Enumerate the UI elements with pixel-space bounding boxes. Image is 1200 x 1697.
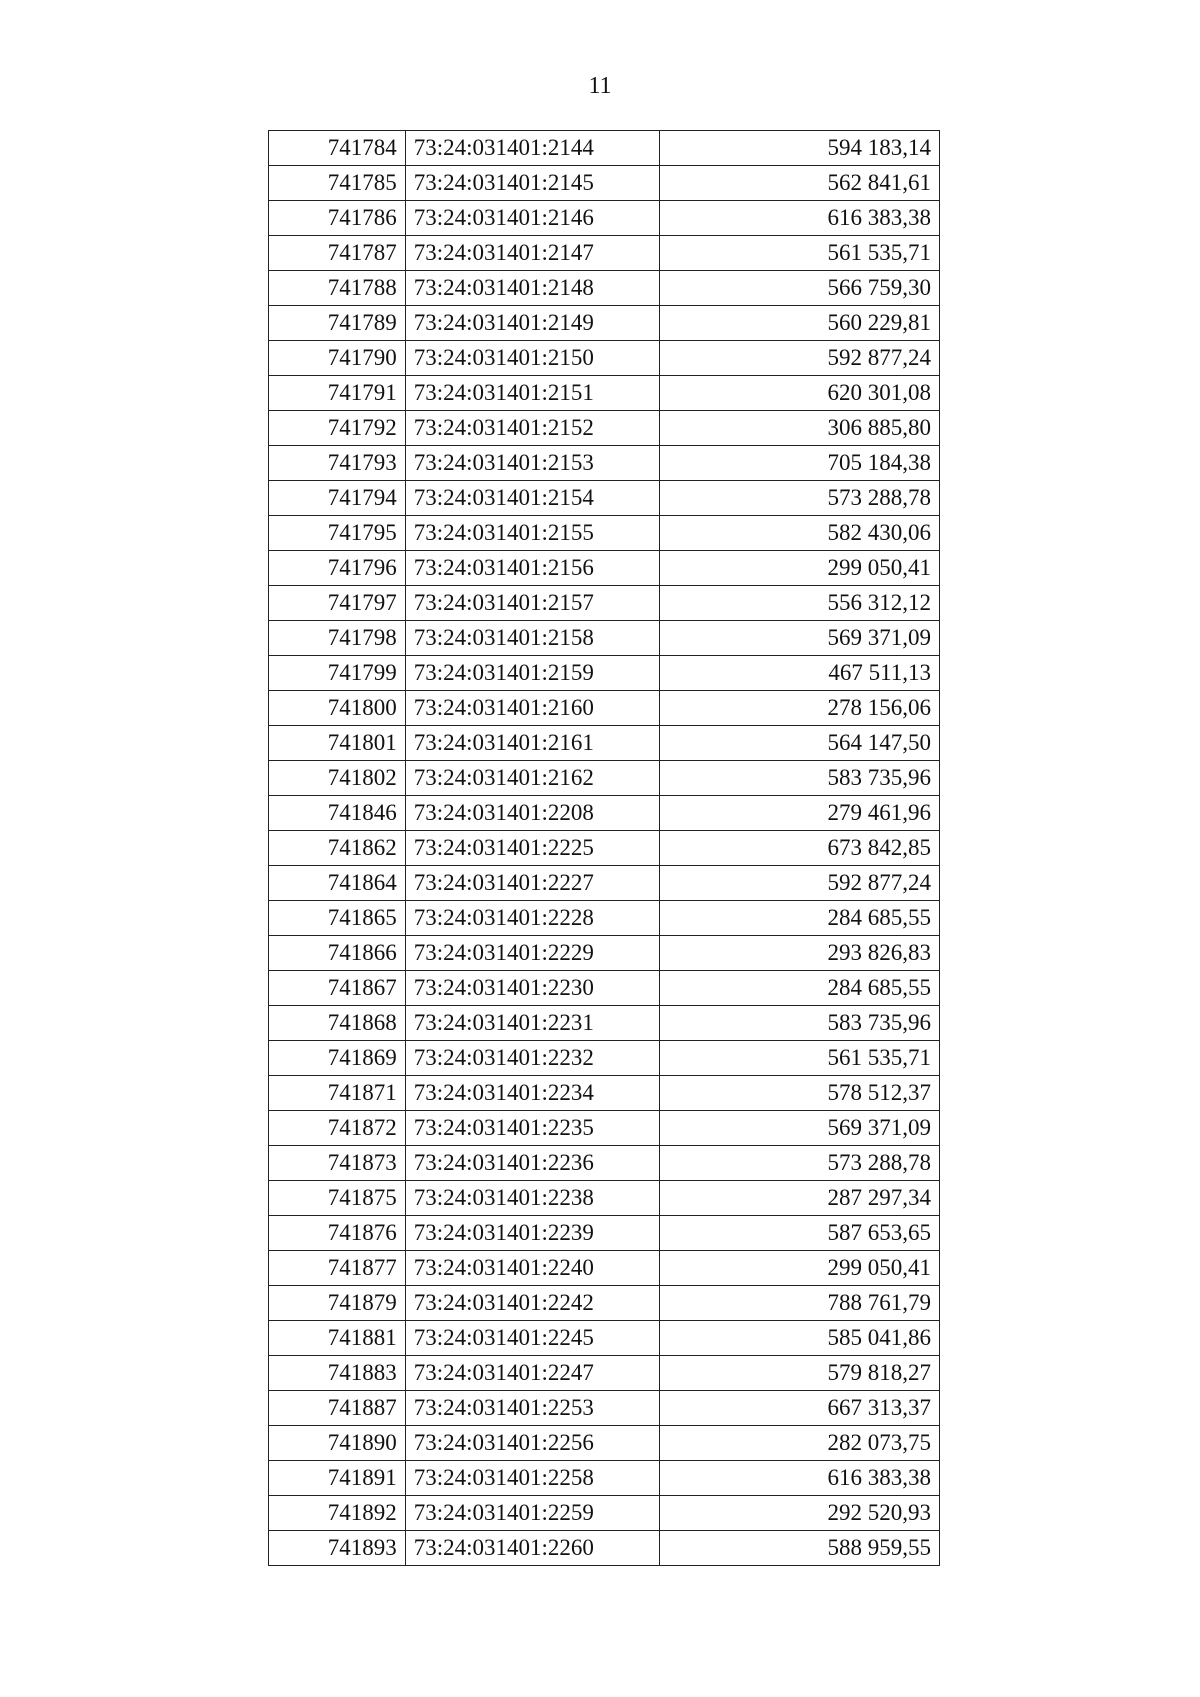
cadastral-value-table	[268, 130, 940, 1566]
row-id-cell: 741873	[269, 1146, 406, 1181]
row-id-cell: 741846	[269, 796, 406, 831]
row-id-cell: 741866	[269, 936, 406, 971]
cadastral-value-cell: 585 041,86	[660, 1321, 940, 1356]
cadastral-number-cell: 73:24:031401:2260	[405, 1531, 660, 1566]
row-id-cell: 741891	[269, 1461, 406, 1496]
cadastral-value-cell: 588 959,55	[660, 1531, 940, 1566]
row-id-cell: 741887	[269, 1391, 406, 1426]
cadastral-value-cell: 299 050,41	[660, 1251, 940, 1286]
cadastral-value-cell: 287 297,34	[660, 1181, 940, 1216]
cadastral-value-cell: 564 147,50	[660, 726, 940, 761]
table-row	[269, 1461, 940, 1496]
row-id-cell: 741869	[269, 1041, 406, 1076]
cadastral-number-cell: 73:24:031401:2256	[405, 1426, 660, 1461]
cadastral-number-cell: 73:24:031401:2159	[405, 656, 660, 691]
row-id-cell: 741871	[269, 1076, 406, 1111]
row-id-cell: 741787	[269, 236, 406, 271]
row-id-cell: 741791	[269, 376, 406, 411]
cadastral-value-cell: 560 229,81	[660, 306, 940, 341]
cadastral-number-cell: 73:24:031401:2238	[405, 1181, 660, 1216]
table-row	[269, 1251, 940, 1286]
table-row	[269, 131, 940, 166]
row-id-cell: 741800	[269, 691, 406, 726]
cadastral-value-cell: 705 184,38	[660, 446, 940, 481]
cadastral-value-cell: 620 301,08	[660, 376, 940, 411]
table-row	[269, 481, 940, 516]
cadastral-number-cell: 73:24:031401:2240	[405, 1251, 660, 1286]
cadastral-number-cell: 73:24:031401:2153	[405, 446, 660, 481]
cadastral-value-cell: 594 183,14	[660, 131, 940, 166]
cadastral-number-cell: 73:24:031401:2234	[405, 1076, 660, 1111]
cadastral-number-cell: 73:24:031401:2228	[405, 901, 660, 936]
cadastral-number-cell: 73:24:031401:2247	[405, 1356, 660, 1391]
row-id-cell: 741865	[269, 901, 406, 936]
row-id-cell: 741788	[269, 271, 406, 306]
row-id-cell: 741794	[269, 481, 406, 516]
table-row	[269, 1146, 940, 1181]
cadastral-value-cell: 616 383,38	[660, 1461, 940, 1496]
table-row	[269, 411, 940, 446]
table-row	[269, 1041, 940, 1076]
row-id-cell: 741890	[269, 1426, 406, 1461]
row-id-cell: 741798	[269, 621, 406, 656]
cadastral-value-cell: 299 050,41	[660, 551, 940, 586]
cadastral-number-cell: 73:24:031401:2160	[405, 691, 660, 726]
table-row	[269, 586, 940, 621]
cadastral-number-cell: 73:24:031401:2145	[405, 166, 660, 201]
cadastral-value-cell: 673 842,85	[660, 831, 940, 866]
table-row	[269, 796, 940, 831]
cadastral-value-cell: 562 841,61	[660, 166, 940, 201]
cadastral-value-cell: 561 535,71	[660, 1041, 940, 1076]
row-id-cell: 741789	[269, 306, 406, 341]
table-body	[269, 131, 940, 1566]
table-row	[269, 1006, 940, 1041]
row-id-cell: 741793	[269, 446, 406, 481]
cadastral-value-cell: 583 735,96	[660, 1006, 940, 1041]
cadastral-value-cell: 282 073,75	[660, 1426, 940, 1461]
cadastral-value-cell: 566 759,30	[660, 271, 940, 306]
cadastral-value-cell: 467 511,13	[660, 656, 940, 691]
cadastral-number-cell: 73:24:031401:2152	[405, 411, 660, 446]
cadastral-number-cell: 73:24:031401:2149	[405, 306, 660, 341]
cadastral-number-cell: 73:24:031401:2253	[405, 1391, 660, 1426]
cadastral-value-cell: 579 818,27	[660, 1356, 940, 1391]
table-row	[269, 201, 940, 236]
row-id-cell: 741802	[269, 761, 406, 796]
cadastral-number-cell: 73:24:031401:2259	[405, 1496, 660, 1531]
row-id-cell: 741799	[269, 656, 406, 691]
table-row	[269, 1216, 940, 1251]
cadastral-number-cell: 73:24:031401:2156	[405, 551, 660, 586]
table-row	[269, 1426, 940, 1461]
cadastral-number-cell: 73:24:031401:2144	[405, 131, 660, 166]
cadastral-number-cell: 73:24:031401:2258	[405, 1461, 660, 1496]
row-id-cell: 741792	[269, 411, 406, 446]
cadastral-number-cell: 73:24:031401:2242	[405, 1286, 660, 1321]
cadastral-value-cell: 284 685,55	[660, 971, 940, 1006]
table-row	[269, 831, 940, 866]
row-id-cell: 741883	[269, 1356, 406, 1391]
page-number: 11	[588, 73, 612, 99]
row-id-cell: 741795	[269, 516, 406, 551]
cadastral-number-cell: 73:24:031401:2232	[405, 1041, 660, 1076]
cadastral-number-cell: 73:24:031401:2230	[405, 971, 660, 1006]
table-row	[269, 936, 940, 971]
table-row	[269, 516, 940, 551]
table-row	[269, 306, 940, 341]
table-row	[269, 656, 940, 691]
cadastral-value-cell: 278 156,06	[660, 691, 940, 726]
cadastral-value-cell: 556 312,12	[660, 586, 940, 621]
cadastral-number-cell: 73:24:031401:2150	[405, 341, 660, 376]
cadastral-value-cell: 561 535,71	[660, 236, 940, 271]
cadastral-number-cell: 73:24:031401:2146	[405, 201, 660, 236]
row-id-cell: 741881	[269, 1321, 406, 1356]
cadastral-value-cell: 284 685,55	[660, 901, 940, 936]
cadastral-number-cell: 73:24:031401:2157	[405, 586, 660, 621]
row-id-cell: 741877	[269, 1251, 406, 1286]
cadastral-number-cell: 73:24:031401:2162	[405, 761, 660, 796]
table-row	[269, 1181, 940, 1216]
table-row	[269, 236, 940, 271]
table-row	[269, 901, 940, 936]
cadastral-number-cell: 73:24:031401:2236	[405, 1146, 660, 1181]
cadastral-number-cell: 73:24:031401:2229	[405, 936, 660, 971]
table-row	[269, 376, 940, 411]
cadastral-number-cell: 73:24:031401:2158	[405, 621, 660, 656]
table-row	[269, 691, 940, 726]
cadastral-value-cell: 667 313,37	[660, 1391, 940, 1426]
cadastral-number-cell: 73:24:031401:2208	[405, 796, 660, 831]
row-id-cell: 741864	[269, 866, 406, 901]
table-row	[269, 621, 940, 656]
cadastral-number-cell: 73:24:031401:2154	[405, 481, 660, 516]
cadastral-value-cell: 582 430,06	[660, 516, 940, 551]
table-row	[269, 1076, 940, 1111]
row-id-cell: 741786	[269, 201, 406, 236]
row-id-cell: 741892	[269, 1496, 406, 1531]
cadastral-value-cell: 279 461,96	[660, 796, 940, 831]
row-id-cell: 741893	[269, 1531, 406, 1566]
row-id-cell: 741796	[269, 551, 406, 586]
cadastral-value-cell: 616 383,38	[660, 201, 940, 236]
cadastral-number-cell: 73:24:031401:2245	[405, 1321, 660, 1356]
table-row	[269, 1391, 940, 1426]
row-id-cell: 741801	[269, 726, 406, 761]
cadastral-value-cell: 573 288,78	[660, 481, 940, 516]
row-id-cell: 741797	[269, 586, 406, 621]
table-row	[269, 446, 940, 481]
row-id-cell: 741875	[269, 1181, 406, 1216]
row-id-cell: 741876	[269, 1216, 406, 1251]
cadastral-value-cell: 788 761,79	[660, 1286, 940, 1321]
cadastral-value-cell: 592 877,24	[660, 866, 940, 901]
cadastral-value-cell: 306 885,80	[660, 411, 940, 446]
cadastral-value-cell: 578 512,37	[660, 1076, 940, 1111]
table-row	[269, 761, 940, 796]
table-row	[269, 971, 940, 1006]
cadastral-number-cell: 73:24:031401:2225	[405, 831, 660, 866]
table-row	[269, 341, 940, 376]
row-id-cell: 741879	[269, 1286, 406, 1321]
cadastral-number-cell: 73:24:031401:2161	[405, 726, 660, 761]
row-id-cell: 741784	[269, 131, 406, 166]
cadastral-number-cell: 73:24:031401:2235	[405, 1111, 660, 1146]
table-row	[269, 1286, 940, 1321]
cadastral-value-cell: 583 735,96	[660, 761, 940, 796]
table-row	[269, 271, 940, 306]
table-row	[269, 1111, 940, 1146]
table-row	[269, 551, 940, 586]
cadastral-number-cell: 73:24:031401:2151	[405, 376, 660, 411]
cadastral-number-cell: 73:24:031401:2147	[405, 236, 660, 271]
table-row	[269, 1356, 940, 1391]
row-id-cell: 741790	[269, 341, 406, 376]
cadastral-number-cell: 73:24:031401:2227	[405, 866, 660, 901]
table-row	[269, 1496, 940, 1531]
table-row	[269, 726, 940, 761]
row-id-cell: 741867	[269, 971, 406, 1006]
table-row	[269, 1321, 940, 1356]
cadastral-value-cell: 573 288,78	[660, 1146, 940, 1181]
row-id-cell: 741868	[269, 1006, 406, 1041]
row-id-cell: 741862	[269, 831, 406, 866]
cadastral-value-cell: 293 826,83	[660, 936, 940, 971]
table-row	[269, 866, 940, 901]
cadastral-value-cell: 592 877,24	[660, 341, 940, 376]
cadastral-value-cell: 292 520,93	[660, 1496, 940, 1531]
cadastral-value-cell: 569 371,09	[660, 621, 940, 656]
cadastral-number-cell: 73:24:031401:2231	[405, 1006, 660, 1041]
table-row	[269, 166, 940, 201]
cadastral-number-cell: 73:24:031401:2148	[405, 271, 660, 306]
cadastral-number-cell: 73:24:031401:2239	[405, 1216, 660, 1251]
cadastral-value-cell: 587 653,65	[660, 1216, 940, 1251]
cadastral-number-cell: 73:24:031401:2155	[405, 516, 660, 551]
cadastral-value-cell: 569 371,09	[660, 1111, 940, 1146]
table-row	[269, 1531, 940, 1566]
row-id-cell: 741872	[269, 1111, 406, 1146]
row-id-cell: 741785	[269, 166, 406, 201]
